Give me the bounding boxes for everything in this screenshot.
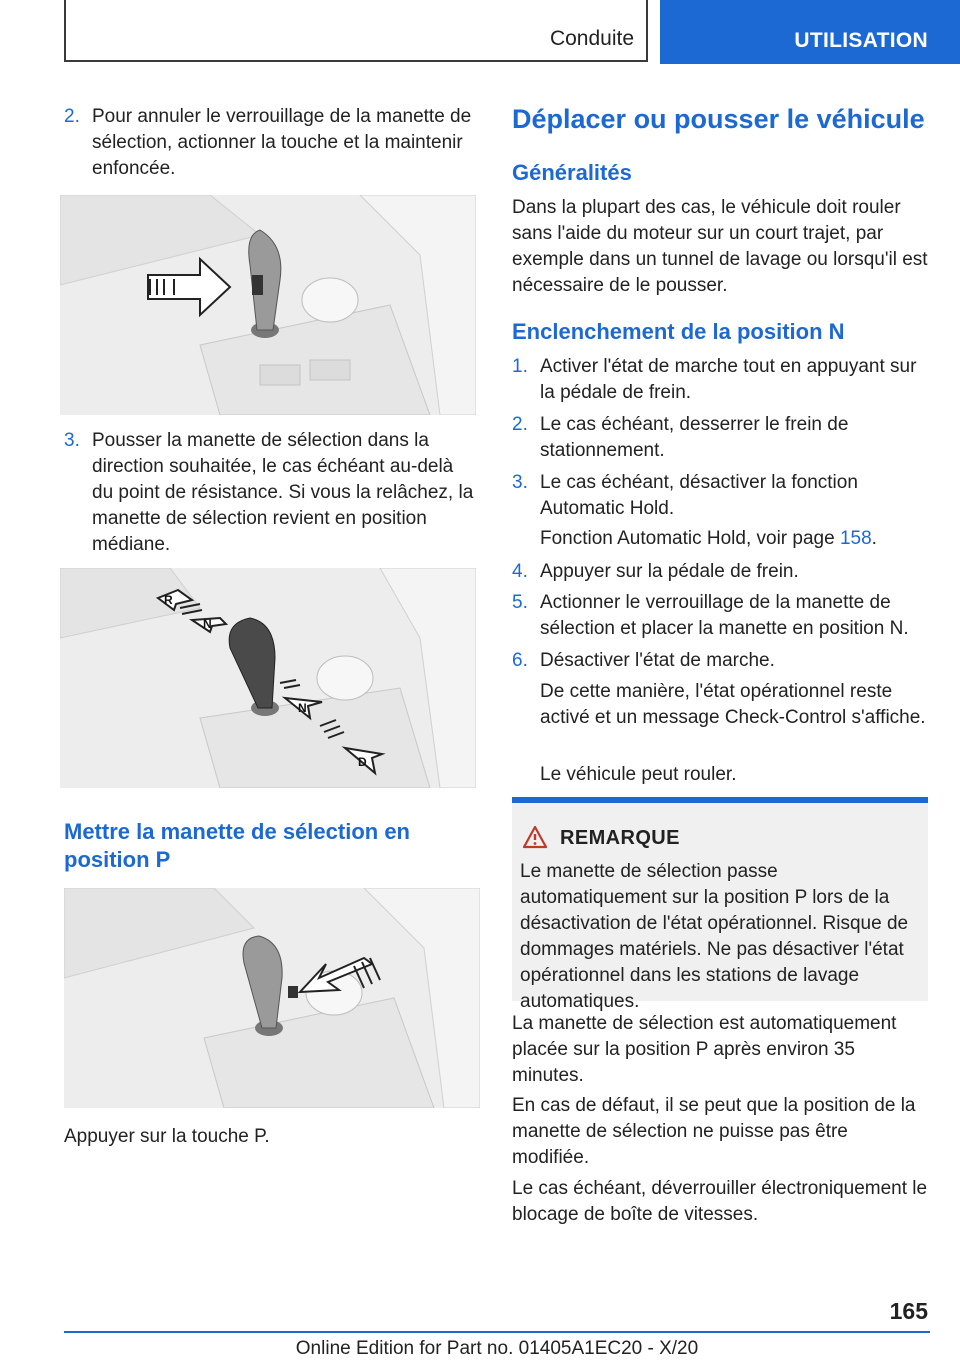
- page-number: 165: [889, 1298, 928, 1324]
- fault-paragraph: En cas de défaut, il se peut que la position de la manette de sélection ne puisse pas être modifiée.: [512, 1095, 916, 1168]
- step-number: 5.: [512, 592, 528, 613]
- header-chapter-label: UTILISATION: [794, 29, 928, 52]
- step-number: 3.: [512, 472, 528, 493]
- step-6-result: Le véhicule peut rouler.: [540, 764, 737, 785]
- header-section-label: Conduite: [549, 27, 634, 50]
- step-text: Pour annuler le verrouillage de la manette de sélection, actionner la touche et la maintenir enfoncée.: [92, 106, 472, 179]
- auto-p-paragraph: La manette de sélection est automatiquement placée sur la position P après environ 35 minutes.: [512, 1013, 897, 1086]
- step-text: Actionner le verrouillage de la manette de sélection et placer la manette en position N.: [540, 592, 909, 639]
- heading-position-n: Enclenchement de la position N: [512, 319, 845, 344]
- step-text: Appuyer sur la pédale de frein.: [540, 561, 799, 582]
- footer-divider: [64, 1331, 930, 1333]
- step-number: 4.: [512, 561, 528, 582]
- footer-edition: Online Edition for Part no. 01405A1EC20 - X/20: [295, 1338, 699, 1359]
- header-section-box: [64, 0, 648, 62]
- notice-title: REMARQUE: [560, 827, 680, 849]
- step-number: 3.: [64, 430, 80, 451]
- warning-triangle-icon: [522, 825, 548, 849]
- figure-selector-lever-directions: [60, 568, 476, 788]
- step-number: 1.: [512, 356, 528, 377]
- page-link-158[interactable]: 158: [839, 528, 872, 549]
- reference-period: .: [871, 528, 877, 549]
- heading-position-p: Mettre la manette de sélection en position P: [64, 819, 410, 872]
- step-text: Le cas échéant, désactiver la fonction Automatic Hold.: [540, 472, 858, 519]
- step-number: 2.: [512, 414, 528, 435]
- step-text: Activer l'état de marche tout en appuyant sur la pédale de frein.: [540, 356, 917, 403]
- direction-label-r: R: [164, 593, 173, 607]
- step-number: 2.: [64, 106, 80, 127]
- direction-label-d: D: [358, 755, 367, 769]
- direction-label-n-up: N: [203, 617, 212, 631]
- reference-text: Fonction Automatic Hold, voir page: [540, 528, 840, 549]
- figure-selector-lever-p-button: [64, 888, 480, 1108]
- press-p-instruction: Appuyer sur la touche P.: [64, 1126, 270, 1147]
- automatic-hold-reference: [540, 526, 928, 552]
- figure-selector-lever-unlock: [60, 195, 476, 415]
- step-text: Désactiver l'état de marche.: [540, 650, 775, 671]
- general-paragraph: Dans la plupart des cas, le véhicule doit rouler sans l'aide du moteur sur un court trajet, par exemple dans un tunnel de lavage ou lorsqu'il est nécessaire de le pousser.: [512, 197, 928, 296]
- page-title: Déplacer ou pousser le véhicule: [512, 104, 925, 134]
- step-text: Le cas échéant, desserrer le frein de stationnement.: [540, 414, 849, 461]
- notice-box: [512, 797, 928, 1012]
- header-chapter-tab[interactable]: [660, 0, 960, 64]
- heading-general: Généralités: [512, 160, 632, 185]
- step-6-detail: De cette manière, l'état opérationnel reste activé et un message Check-Control s'affiche.: [540, 681, 926, 728]
- step-text: Pousser la manette de sélection dans la direction souhaitée, le cas échéant au-delà du point de résistance. Si vous la relâchez, la manette de sélection revient en position médiane.: [92, 430, 474, 555]
- notice-text: Le manette de sélection passe automatiquement sur la position P lors de la désactivation de l'état opérationnel. Risque de dommages matériels. Ne pas désactiver l'état opérationnel dans les stations de lavage automatiques.: [520, 861, 909, 1012]
- unlock-paragraph: Le cas échéant, déverrouiller électroniquement le blocage de boîte de vitesses.: [512, 1178, 928, 1225]
- step-number: 6.: [512, 650, 528, 671]
- direction-label-n-down: N: [298, 701, 307, 715]
